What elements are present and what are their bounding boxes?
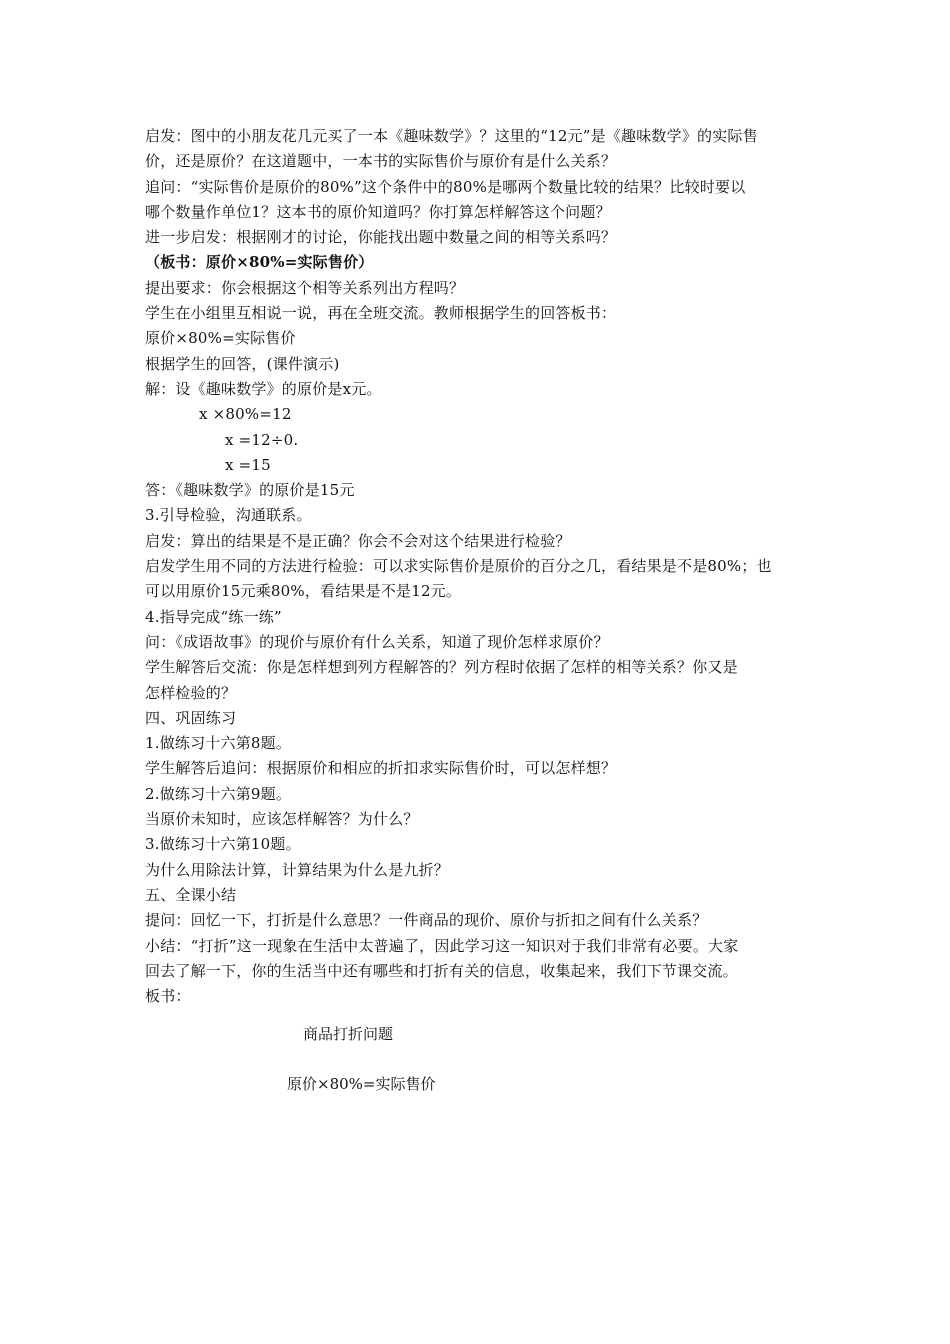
paragraph-line: 价，还是原价？在这道题中，一本书的实际售价与原价有是什么关系？ bbox=[145, 152, 617, 171]
paragraph-line: 进一步启发：根据刚才的讨论，你能找出题中数量之间的相等关系吗？ bbox=[145, 228, 617, 247]
exercise-item: 3.做练习十六第10题。 bbox=[145, 835, 301, 854]
paragraph-line: 提出要求：你会根据这个相等关系列出方程吗？ bbox=[145, 278, 465, 297]
board-note: （板书：原价×80%=实际售价） bbox=[145, 253, 374, 272]
answer-line: 答：《趣味数学》的原价是15元 bbox=[145, 481, 355, 500]
paragraph-line: 可以用原价15元乘80%，看结果是不是12元。 bbox=[145, 582, 462, 601]
equation-line: x =12÷0. bbox=[225, 430, 299, 449]
section-step: 3.引导检验，沟通联系。 bbox=[145, 506, 312, 525]
paragraph-line: 学生解答后交流：你是怎样想到列方程解答的？列方程时依据了怎样的相等关系？你又是 bbox=[145, 658, 738, 677]
paragraph-line: 当原价未知时，应该怎样解答？为什么？ bbox=[145, 810, 419, 829]
paragraph-line: 哪个数量作单位1？这本书的原价知道吗？你打算怎样解答这个问题？ bbox=[145, 202, 611, 221]
paragraph-line: 学生在小组里互相说一说，再在全班交流。教师根据学生的回答板书： bbox=[145, 304, 617, 323]
paragraph-line: 回去了解一下，你的生活当中还有哪些和打折有关的信息，收集起来，我们下节课交流。 bbox=[145, 961, 738, 980]
equation-line: x =15 bbox=[225, 455, 271, 474]
board-title: 商品打折问题 bbox=[303, 1025, 394, 1043]
board-label: 板书： bbox=[145, 987, 191, 1006]
paragraph-line: 启发学生用不同的方法进行检验：可以求实际售价是原价的百分之几，看结果是不是80%；也 bbox=[145, 557, 772, 576]
paragraph-line: 学生解答后追问：根据原价和相应的折扣求实际售价时，可以怎样想？ bbox=[145, 759, 617, 778]
paragraph-line: 问：《成语故事》的现价与原价有什么关系，知道了现价怎样求原价？ bbox=[145, 632, 609, 651]
paragraph-line: 原价×80%=实际售价 bbox=[145, 329, 296, 348]
equation-line: x ×80%=12 bbox=[199, 405, 292, 424]
section-step: 4.指导完成“练一练” bbox=[145, 607, 282, 626]
paragraph-line: 追问：“实际售价是原价的80%”这个条件中的80%是哪两个数量比较的结果？比较时要以 bbox=[145, 177, 746, 196]
paragraph-line: 小结：“打折”这一现象在生活中太普遍了，因此学习这一知识对于我们非常有必要。大家 bbox=[145, 936, 739, 955]
solution-line: 解：设《趣味数学》的原价是x元。 bbox=[145, 379, 382, 398]
exercise-item: 2.做练习十六第9题。 bbox=[145, 784, 292, 803]
board-formula: 原价×80%=实际售价 bbox=[287, 1075, 436, 1093]
paragraph-line: 启发：算出的结果是不是正确？你会不会对这个结果进行检验？ bbox=[145, 531, 571, 550]
exercise-item: 1.做练习十六第8题。 bbox=[145, 734, 292, 753]
paragraph-line: 启发：图中的小朋友花几元买了一本《趣味数学》？这里的“12元”是《趣味数学》的实际售 bbox=[145, 127, 758, 145]
document-body bbox=[145, 124, 825, 1009]
paragraph-line: 怎样检验的？ bbox=[145, 683, 237, 702]
section-heading: 五、全课小结 bbox=[145, 885, 237, 904]
paragraph-line: 根据学生的回答，(课件演示) bbox=[145, 354, 340, 373]
paragraph-line: 为什么用除法计算，计算结果为什么是九折？ bbox=[145, 860, 450, 879]
section-heading: 四、巩固练习 bbox=[145, 708, 237, 727]
paragraph-line: 提问：回忆一下，打折是什么意思？一件商品的现价、原价与折扣之间有什么关系？ bbox=[145, 911, 708, 930]
